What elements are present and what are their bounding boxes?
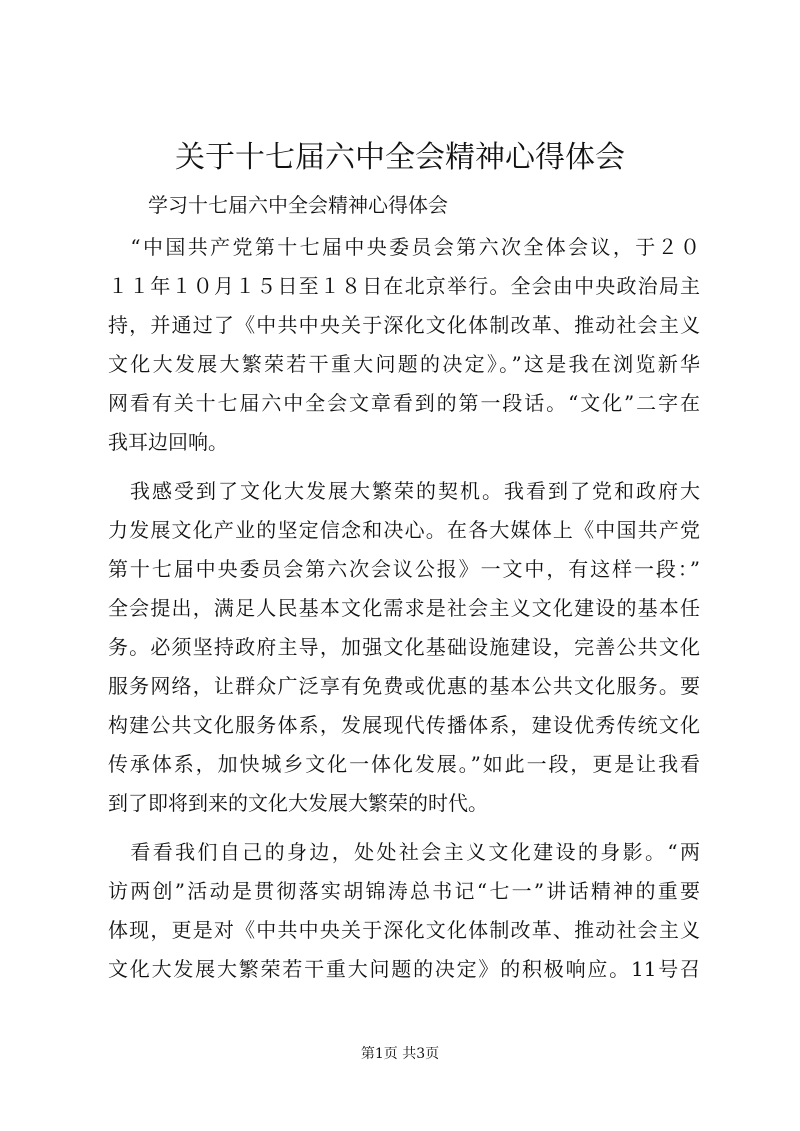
paragraph-line: 体现，更是对《中共中央关于深化文化体制改革、推动社会主义 [108,918,700,942]
document-title: 关于十七届六中全会精神心得体会 [175,140,625,175]
paragraph-line: 力发展文化产业的坚定信念和决心。在各大媒体上《中国共产党 [108,518,700,542]
paragraph-line: 我感受到了文化大发展大繁荣的契机。我看到了党和政府大 [108,479,700,503]
paragraph-line: 传承体系，加快城乡文化一体化发展。”如此一段，更是让我看 [108,752,700,776]
paragraph-line: 网看有关十七届六中全会文章看到的第一段话。“文化”二字在 [108,391,700,415]
document-subtitle: 学习十七届六中全会精神心得体会 [148,193,448,217]
paragraph-line: 到了即将到来的文化大发展大繁荣的时代。 [108,791,488,815]
paragraph-line: 构建公共文化服务体系，发展现代传播体系，建设优秀传统文化 [108,713,700,737]
paragraph-line: 看看我们自己的身边，处处社会主义文化建设的身影。“两 [108,840,700,864]
paragraph-line: 服务网络，让群众广泛享有免费或优惠的基本公共文化服务。要 [108,674,700,698]
paragraph-line: 全会提出，满足人民基本文化需求是社会主义文化建设的基本任 [108,596,700,620]
paragraph-line: 文化大发展大繁荣若干重大问题的决定》的积极响应。11号召 [108,957,700,981]
paragraph-line: 持，并通过了《中共中央关于深化文化体制改革、推动社会主义 [108,313,700,337]
paragraph-line: 访两创”活动是贯彻落实胡锦涛总书记“七一”讲话精神的重要 [108,879,700,903]
paragraph-line: １１年１０月１５日至１８日在北京举行。全会由中央政治局主 [108,274,700,298]
paragraph-line: 第十七届中央委员会第六次会议公报》一文中，有这样一段：” [108,557,700,581]
paragraph-line: 我耳边回响。 [108,430,228,454]
page-footer: 第1页 共3页 [360,1046,440,1062]
paragraph-line: 文化大发展大繁荣若干重大问题的决定》。”这是我在浏览新华 [108,352,700,376]
paragraph-line: “中国共产党第十七届中央委员会第六次全体会议，于２０ [108,235,700,259]
paragraph-line: 务。必须坚持政府主导，加强文化基础设施建设，完善公共文化 [108,635,700,659]
